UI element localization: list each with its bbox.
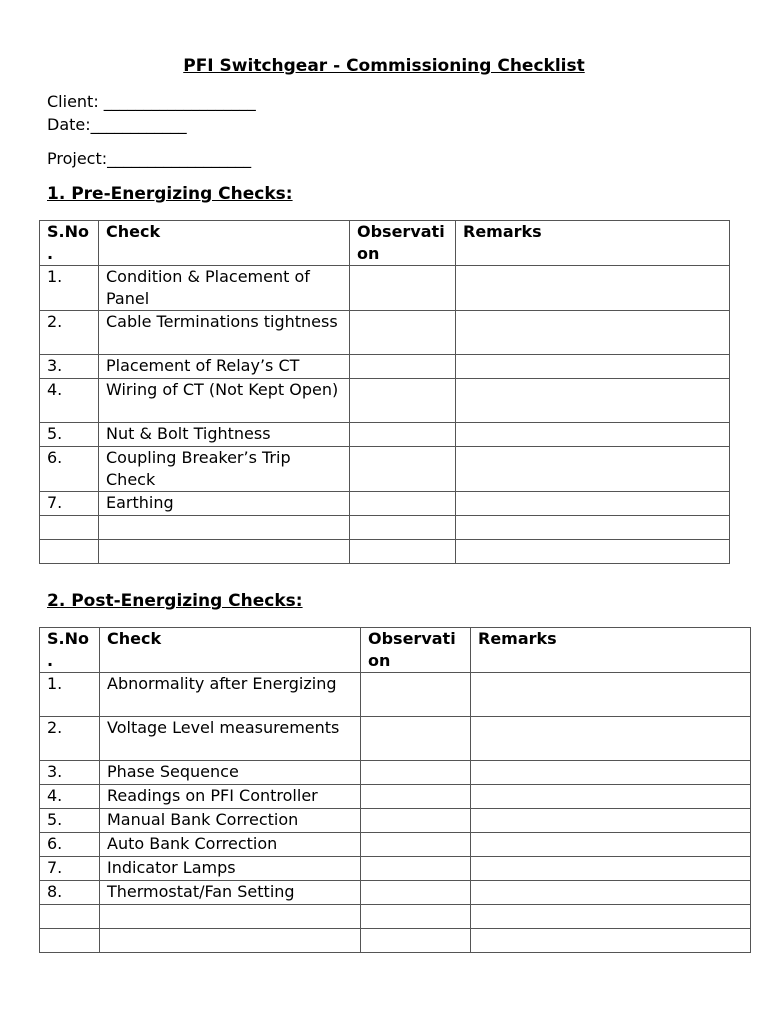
section-heading-post-energizing: 2. Post-Energizing Checks: bbox=[47, 591, 303, 611]
table-row bbox=[40, 833, 751, 857]
column-header-observation: Observation bbox=[361, 628, 471, 673]
table-row bbox=[40, 717, 751, 761]
check-cell: Cable Terminations tightness bbox=[99, 311, 350, 355]
check-cell: Thermostat/Fan Setting bbox=[100, 881, 361, 905]
check-cell: Readings on PFI Controller bbox=[100, 785, 361, 809]
column-header-observation: Observation bbox=[350, 221, 456, 266]
post-energizing-checks-table bbox=[39, 627, 751, 953]
remarks-cell[interactable] bbox=[456, 355, 730, 379]
check-cell: Placement of Relay’s CT bbox=[99, 355, 350, 379]
remarks-cell[interactable] bbox=[456, 516, 730, 540]
check-cell: Manual Bank Correction bbox=[100, 809, 361, 833]
section-heading-pre-energizing: 1. Pre-Energizing Checks: bbox=[47, 184, 293, 204]
sno-cell: 6. bbox=[40, 447, 99, 492]
observation-cell[interactable] bbox=[361, 929, 471, 953]
check-cell: Phase Sequence bbox=[100, 761, 361, 785]
observation-cell[interactable] bbox=[361, 785, 471, 809]
page-title: PFI Switchgear - Commissioning Checklist bbox=[183, 56, 585, 76]
sno-cell[interactable] bbox=[40, 905, 100, 929]
sno-cell[interactable] bbox=[40, 516, 99, 540]
observation-cell[interactable] bbox=[361, 809, 471, 833]
check-cell: Nut & Bolt Tightness bbox=[99, 423, 350, 447]
pre-energizing-checks-table bbox=[39, 220, 730, 564]
sno-cell: 7. bbox=[40, 857, 100, 881]
observation-cell[interactable] bbox=[350, 516, 456, 540]
sno-cell: 3. bbox=[40, 761, 100, 785]
remarks-cell[interactable] bbox=[471, 857, 751, 881]
column-header-sno: S.No. bbox=[40, 221, 99, 266]
table-row bbox=[40, 355, 730, 379]
table-row bbox=[40, 516, 730, 540]
remarks-cell[interactable] bbox=[456, 379, 730, 423]
date-field: Date:____________ bbox=[47, 115, 187, 134]
observation-cell[interactable] bbox=[350, 540, 456, 564]
project-field: Project:__________________ bbox=[47, 149, 252, 168]
check-cell[interactable] bbox=[99, 540, 350, 564]
table-row bbox=[40, 266, 730, 311]
table-row bbox=[40, 761, 751, 785]
table-row bbox=[40, 540, 730, 564]
sno-cell: 1. bbox=[40, 673, 100, 717]
check-cell: Abnormality after Energizing bbox=[100, 673, 361, 717]
table-row bbox=[40, 311, 730, 355]
remarks-cell[interactable] bbox=[456, 447, 730, 492]
observation-cell[interactable] bbox=[350, 266, 456, 311]
sno-cell: 6. bbox=[40, 833, 100, 857]
observation-cell[interactable] bbox=[361, 761, 471, 785]
table-row bbox=[40, 447, 730, 492]
observation-cell[interactable] bbox=[350, 492, 456, 516]
sno-cell[interactable] bbox=[40, 540, 99, 564]
remarks-cell[interactable] bbox=[471, 905, 751, 929]
check-cell: Wiring of CT (Not Kept Open) bbox=[99, 379, 350, 423]
column-header-remarks: Remarks bbox=[456, 221, 730, 266]
table-row bbox=[40, 929, 751, 953]
column-header-check: Check bbox=[100, 628, 361, 673]
observation-cell[interactable] bbox=[350, 447, 456, 492]
table-row bbox=[40, 905, 751, 929]
column-header-check: Check bbox=[99, 221, 350, 266]
check-cell[interactable] bbox=[100, 929, 361, 953]
sno-cell: 7. bbox=[40, 492, 99, 516]
observation-cell[interactable] bbox=[361, 673, 471, 717]
check-cell: Condition & Placement of Panel bbox=[99, 266, 350, 311]
remarks-cell[interactable] bbox=[471, 673, 751, 717]
remarks-cell[interactable] bbox=[471, 761, 751, 785]
table-row bbox=[40, 809, 751, 833]
sno-cell[interactable] bbox=[40, 929, 100, 953]
observation-cell[interactable] bbox=[350, 311, 456, 355]
remarks-cell[interactable] bbox=[471, 833, 751, 857]
check-cell: Coupling Breaker’s Trip Check bbox=[99, 447, 350, 492]
sno-cell: 4. bbox=[40, 785, 100, 809]
sno-cell: 1. bbox=[40, 266, 99, 311]
remarks-cell[interactable] bbox=[456, 540, 730, 564]
sno-cell: 3. bbox=[40, 355, 99, 379]
column-header-remarks: Remarks bbox=[471, 628, 751, 673]
remarks-cell[interactable] bbox=[471, 717, 751, 761]
observation-cell[interactable] bbox=[361, 857, 471, 881]
check-cell: Earthing bbox=[99, 492, 350, 516]
table-row bbox=[40, 423, 730, 447]
table-row bbox=[40, 492, 730, 516]
check-cell[interactable] bbox=[99, 516, 350, 540]
sno-cell: 8. bbox=[40, 881, 100, 905]
table-row bbox=[40, 785, 751, 809]
observation-cell[interactable] bbox=[350, 423, 456, 447]
sno-cell: 5. bbox=[40, 423, 99, 447]
remarks-cell[interactable] bbox=[456, 266, 730, 311]
table-row bbox=[40, 857, 751, 881]
table-header-row bbox=[40, 628, 751, 673]
remarks-cell[interactable] bbox=[471, 809, 751, 833]
check-cell: Indicator Lamps bbox=[100, 857, 361, 881]
sno-cell: 5. bbox=[40, 809, 100, 833]
remarks-cell[interactable] bbox=[471, 881, 751, 905]
column-header-sno: S.No. bbox=[40, 628, 100, 673]
remarks-cell[interactable] bbox=[456, 492, 730, 516]
observation-cell[interactable] bbox=[350, 355, 456, 379]
observation-cell[interactable] bbox=[361, 881, 471, 905]
table-header-row bbox=[40, 221, 730, 266]
observation-cell[interactable] bbox=[361, 905, 471, 929]
table-row bbox=[40, 673, 751, 717]
table-row bbox=[40, 379, 730, 423]
client-field: Client: ___________________ bbox=[47, 92, 256, 111]
check-cell: Voltage Level measurements bbox=[100, 717, 361, 761]
check-cell[interactable] bbox=[100, 905, 361, 929]
remarks-cell[interactable] bbox=[456, 311, 730, 355]
table-row bbox=[40, 881, 751, 905]
observation-cell[interactable] bbox=[361, 717, 471, 761]
sno-cell: 2. bbox=[40, 717, 100, 761]
observation-cell[interactable] bbox=[350, 379, 456, 423]
sno-cell: 2. bbox=[40, 311, 99, 355]
remarks-cell[interactable] bbox=[471, 785, 751, 809]
observation-cell[interactable] bbox=[361, 833, 471, 857]
remarks-cell[interactable] bbox=[456, 423, 730, 447]
check-cell: Auto Bank Correction bbox=[100, 833, 361, 857]
remarks-cell[interactable] bbox=[471, 929, 751, 953]
sno-cell: 4. bbox=[40, 379, 99, 423]
